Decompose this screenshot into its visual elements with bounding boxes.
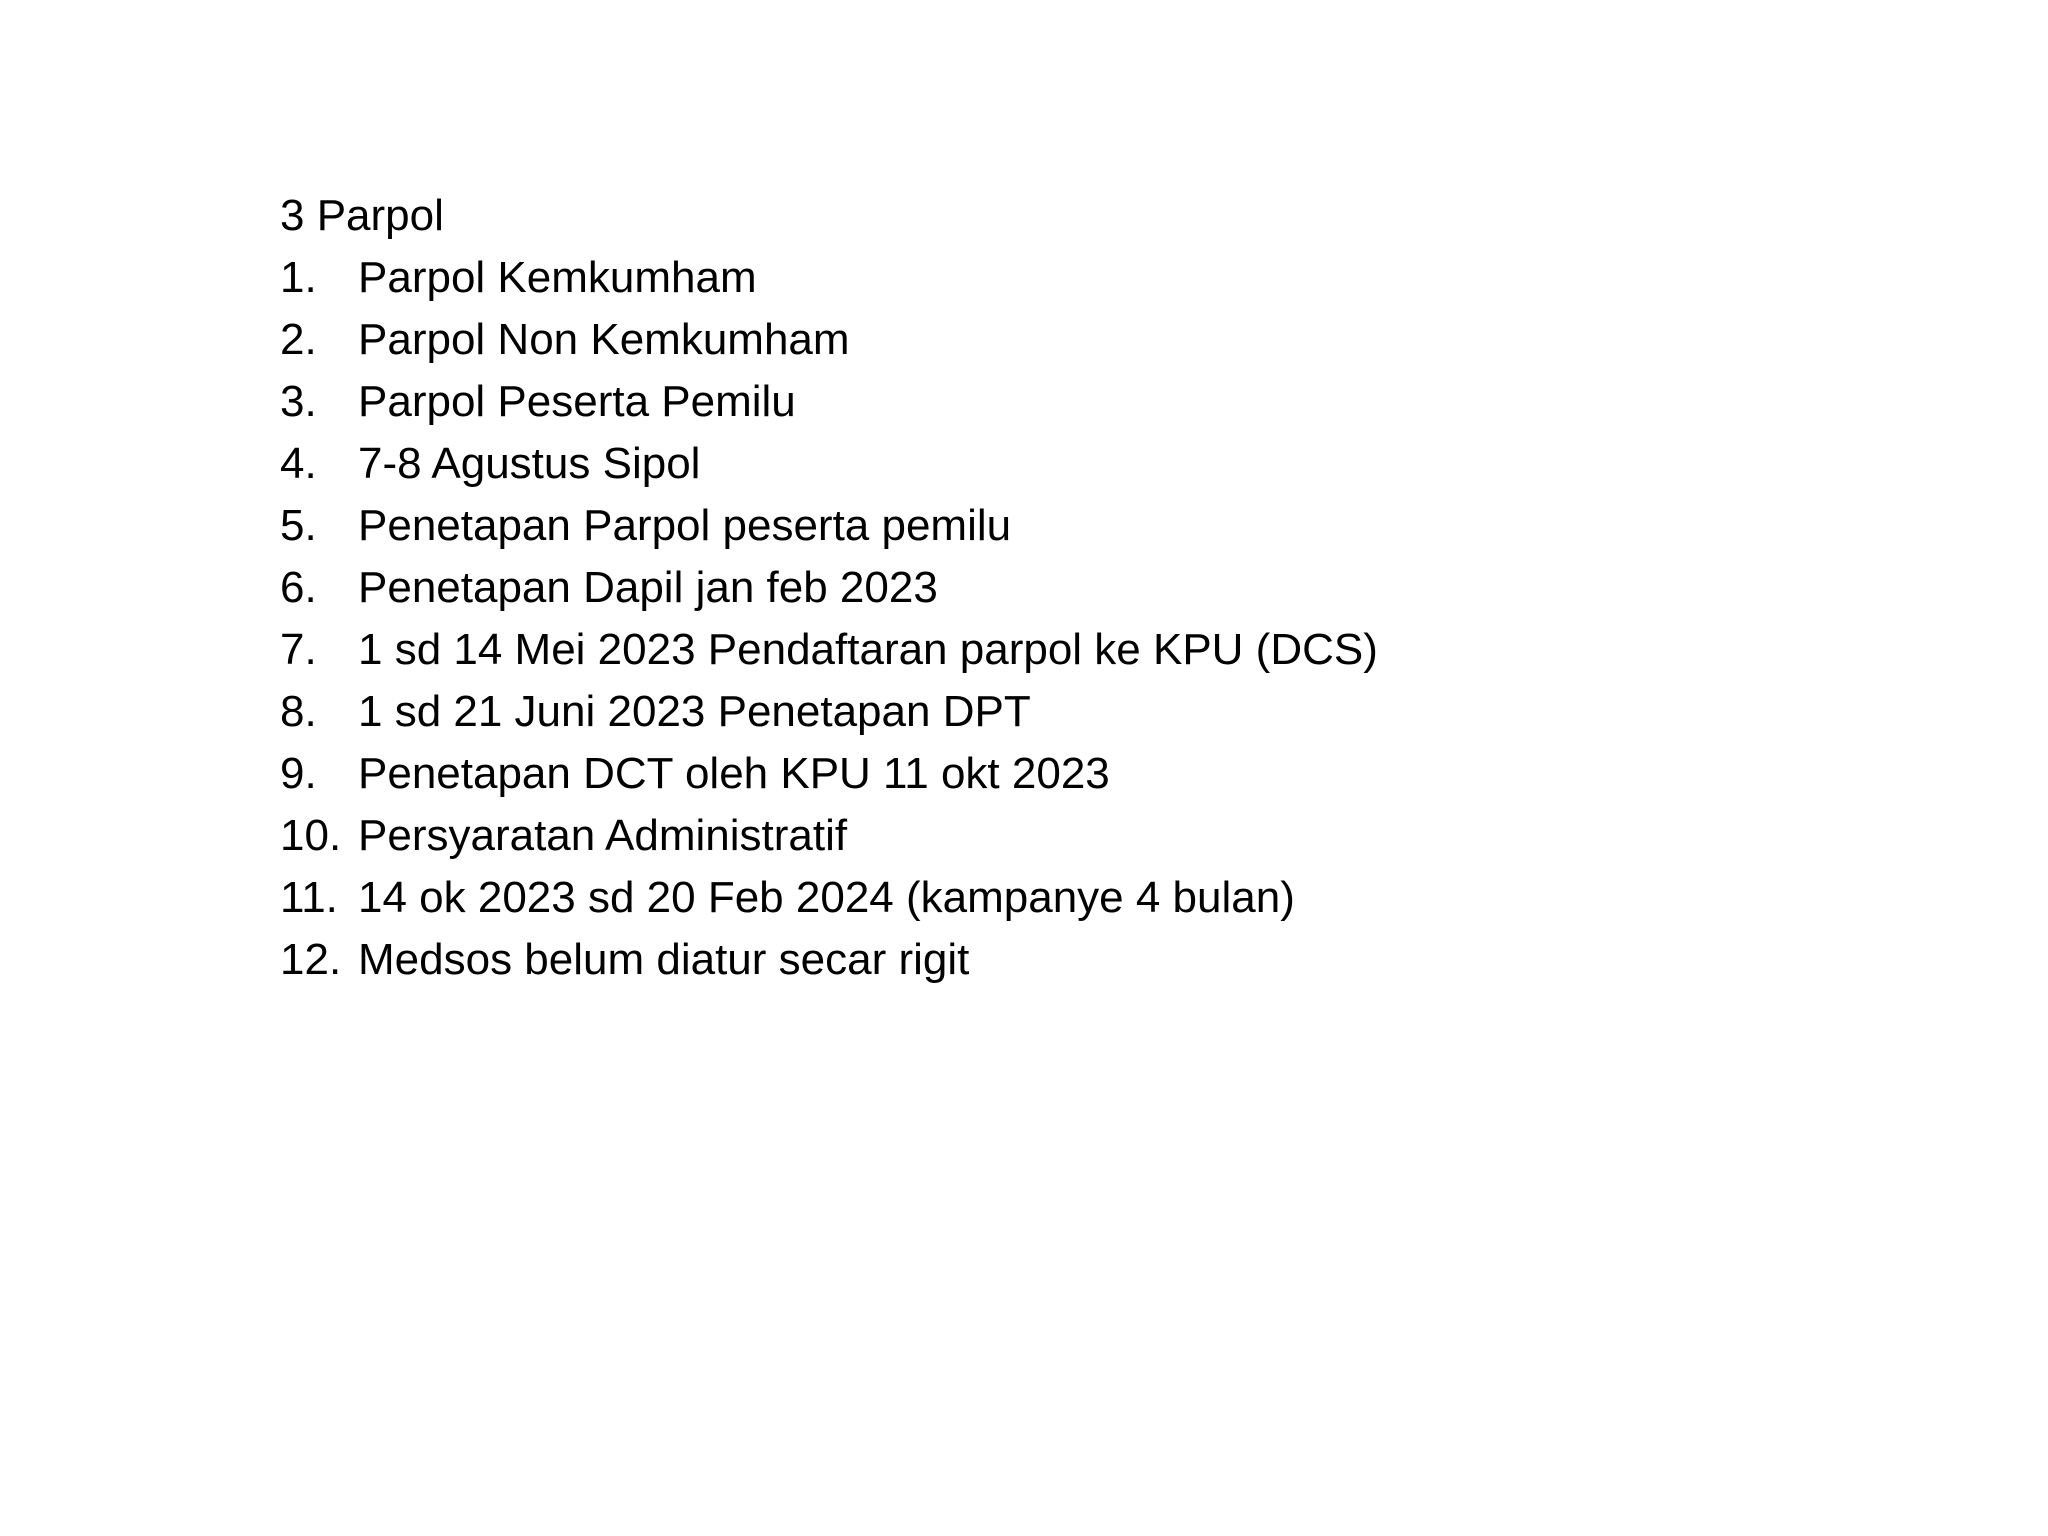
list-item — [280, 557, 1780, 619]
list-item — [280, 247, 1780, 309]
slide-heading: 3 Parpol — [280, 191, 444, 240]
list-item-text: Penetapan Dapil jan feb 2023 — [358, 563, 938, 612]
list-item — [280, 805, 1780, 867]
list-item-text: Parpol Kemkumham — [358, 253, 757, 302]
numbered-list — [280, 247, 1780, 991]
list-item — [280, 743, 1780, 805]
list-item — [280, 681, 1780, 743]
list-item — [280, 309, 1780, 371]
list-item-number: 9. — [280, 749, 317, 798]
list-item — [280, 433, 1780, 495]
list-item-number: 8. — [280, 687, 317, 736]
list-item-text: 1 sd 14 Mei 2023 Pendaftaran parpol ke KPU (DCS) — [358, 625, 1378, 674]
list-item — [280, 867, 1780, 929]
list-item-number: 12. — [280, 935, 342, 984]
list-item — [280, 371, 1780, 433]
list-item-text: Penetapan DCT oleh KPU 11 okt 2023 — [358, 749, 1110, 798]
list-item-number: 7. — [280, 625, 317, 674]
list-item — [280, 929, 1780, 991]
list-item — [280, 495, 1780, 557]
list-item-number: 2. — [280, 315, 317, 364]
list-item-text: 7-8 Agustus Sipol — [358, 439, 701, 488]
list-item-number: 4. — [280, 439, 317, 488]
list-item-text: Parpol Non Kemkumham — [358, 315, 850, 364]
list-item-text: Parpol Peserta Pemilu — [358, 377, 796, 426]
list-item-number: 5. — [280, 501, 317, 550]
list-item-number: 10. — [280, 811, 342, 860]
list-item-number: 3. — [280, 377, 317, 426]
list-item-text: Persyaratan Administratif — [358, 811, 848, 860]
slide-content — [280, 185, 1780, 991]
list-item-text: Medsos belum diatur secar rigit — [358, 935, 970, 984]
list-item-number: 11. — [280, 873, 338, 922]
list-item-text: 1 sd 21 Juni 2023 Penetapan DPT — [358, 687, 1031, 736]
list-item-text: Penetapan Parpol peserta pemilu — [358, 501, 1012, 550]
list-item-number: 1. — [280, 253, 317, 302]
list-item-text: 14 ok 2023 sd 20 Feb 2024 (kampanye 4 bulan) — [358, 873, 1295, 922]
list-item-number: 6. — [280, 563, 317, 612]
list-item — [280, 619, 1780, 681]
